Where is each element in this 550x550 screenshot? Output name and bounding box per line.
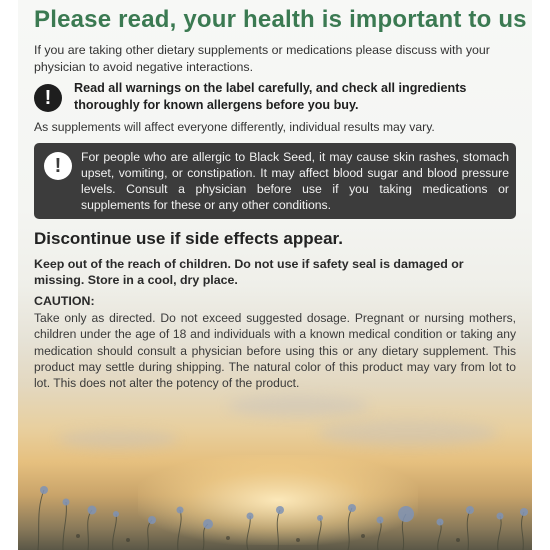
exclamation-icon: !	[34, 84, 62, 112]
allergy-warning-text: For people who are allergic to Black Seed, it may cause skin rashes, stomach upset, vomiting, or constipation. It may affect blood sugar and blood pressure levels. Consult a physician before use if you taking medications or supplements for these or any other conditions.	[81, 150, 509, 212]
discontinue-heading: Discontinue use if side effects appear.	[34, 229, 343, 248]
intro-text: If you are taking other dietary supplements or medications please discuss with your physician to avoid negative interactions.	[34, 43, 490, 74]
caution-body: Take only as directed. Do not exceed suggested dosage. Pregnant or nursing mothers, children under the age of 18 and individuals with a known medical condition or taking any medication should consult a physician before using this or any dietary supplement. This product may settle during shipping. The natural color of this product may vary from lot to lot. This does not alter the potency of the product.	[34, 311, 516, 391]
caution-heading: CAUTION:	[34, 294, 95, 308]
exclamation-icon: !	[44, 152, 72, 180]
wildflower-field-image	[18, 440, 532, 550]
page-title: Please read, your health is important to us	[34, 6, 527, 33]
allergy-warning-box	[34, 143, 516, 219]
notice-text: Read all warnings on the label carefully, and check all ingredients thoroughly for known allergens before you buy.	[74, 81, 467, 112]
cloud	[228, 395, 368, 417]
results-vary-text: As supplements will affect everyone differently, individual results may vary.	[34, 120, 435, 134]
keep-out-text: Keep out of the reach of children. Do not use if safety seal is damaged or missing. Store in a cool, dry place.	[34, 257, 464, 287]
warning-label-panel	[18, 0, 532, 550]
